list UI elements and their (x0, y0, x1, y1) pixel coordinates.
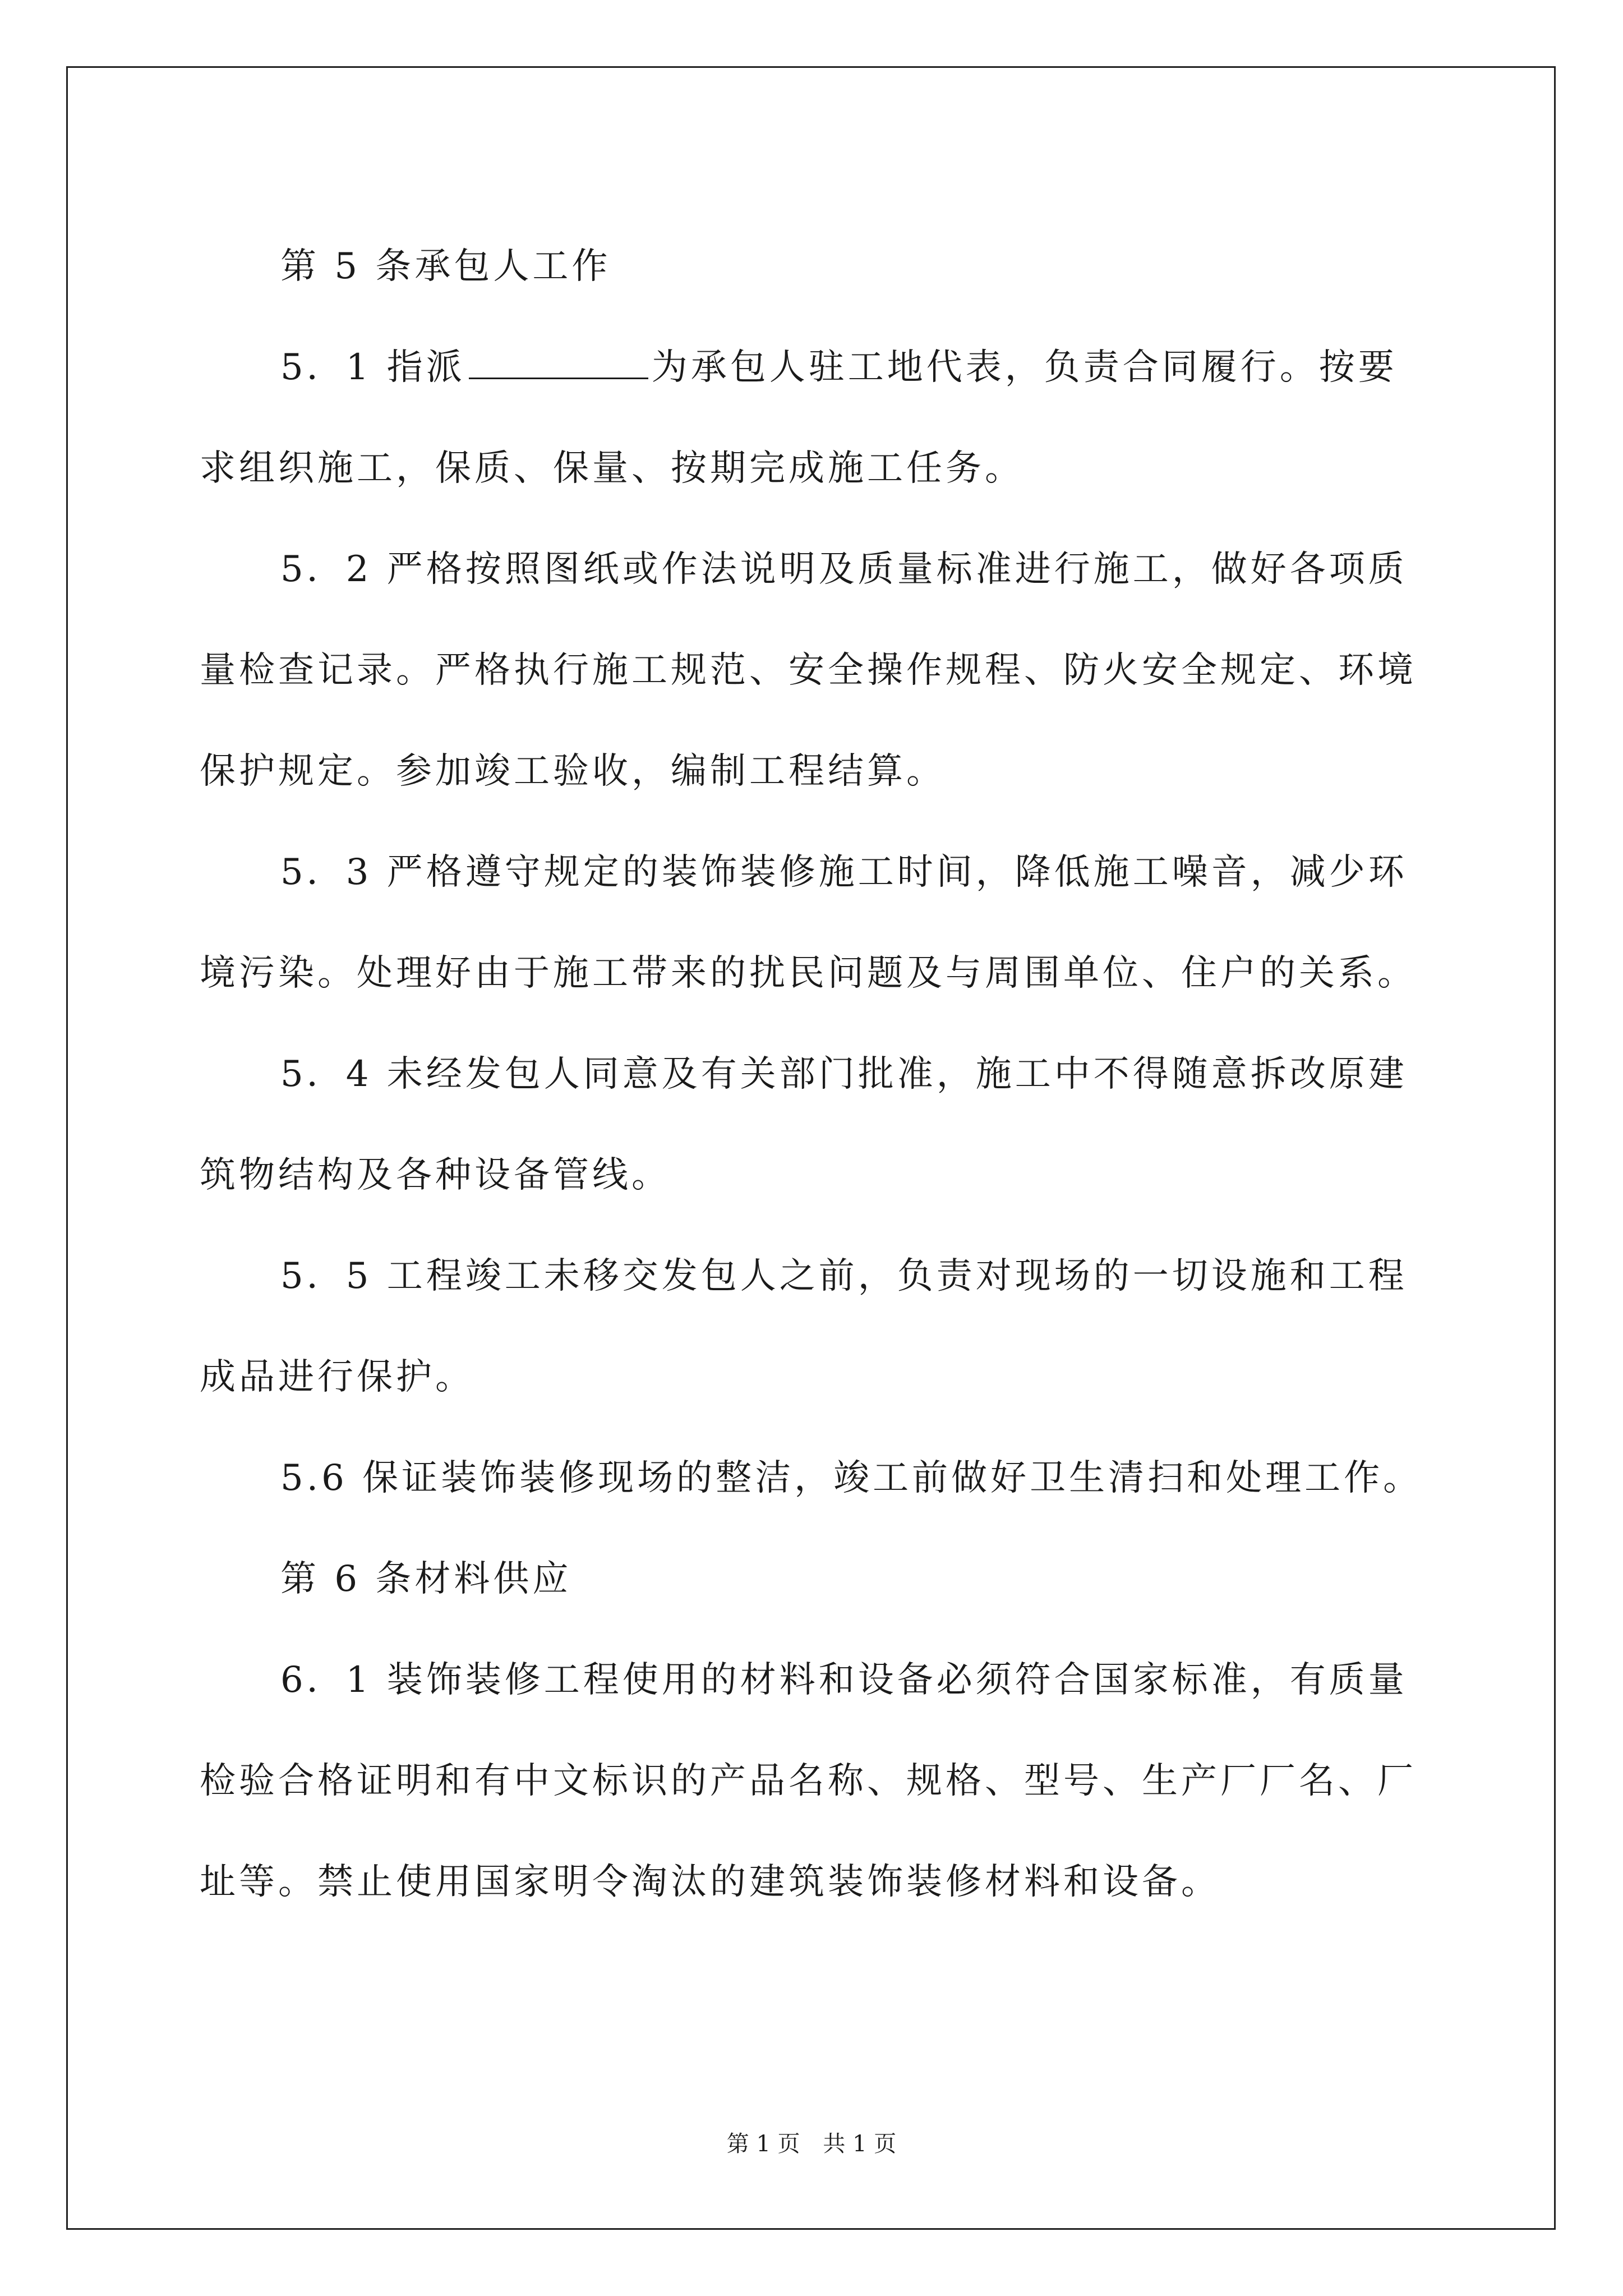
clause-6-1: 6．1 装饰装修工程使用的材料和设备必须符合国家标准，有质量检验合格证明和有中文标识的产品名称、规格、型号、生产厂厂名、厂址等。禁止使用国家明令淘汰的建筑装饰装修材料和设备。 (200, 1659, 1417, 1903)
blank-fill-line (469, 372, 648, 379)
section-heading-6: 第 6 条材料供应 (280, 1558, 572, 1600)
clause-5-4: 5．4 未经发包人同意及有关部门批准，施工中不得随意拆改原建筑物结构及各种设备管线。 (200, 1053, 1408, 1196)
clause-5-3: 5．3 严格遵守规定的装饰装修施工时间，降低施工噪音，减少环境污染。处理好由于施工带来的扰民问题及与周围单位、住户的关系。 (200, 852, 1417, 994)
page-total: 共 1 页 (823, 2131, 897, 2157)
clause-5-2: 5．2 严格按照图纸或作法说明及质量标准进行施工，做好各项质量检查记录。严格执行施工规范、安全操作规程、防火安全规定、环境保护规定。参加竣工验收，编制工程结算。 (200, 549, 1417, 792)
clause-5-1 (200, 317, 1429, 519)
document-body (200, 216, 1429, 1932)
clause-5-5: 5．5 工程竣工未移交发包人之前，负责对现场的一切设施和工程成品进行保护。 (200, 1255, 1408, 1398)
clause-5-1-prefix: 5．1 指派 (280, 347, 465, 388)
section-heading-5: 第 5 条承包人工作 (280, 246, 611, 287)
clause-5-1-suffix: 为承包人驻工地代表，负责合同履行。按要求组织施工，保质、保量、按期完成施工任务。 (200, 347, 1398, 489)
page-number: 第 1 页 (726, 2131, 800, 2157)
page-footer (0, 2126, 1623, 2158)
clause-5-6: 5.6 保证装饰装修现场的整洁，竣工前做好卫生清扫和处理工作。 (280, 1457, 1423, 1499)
